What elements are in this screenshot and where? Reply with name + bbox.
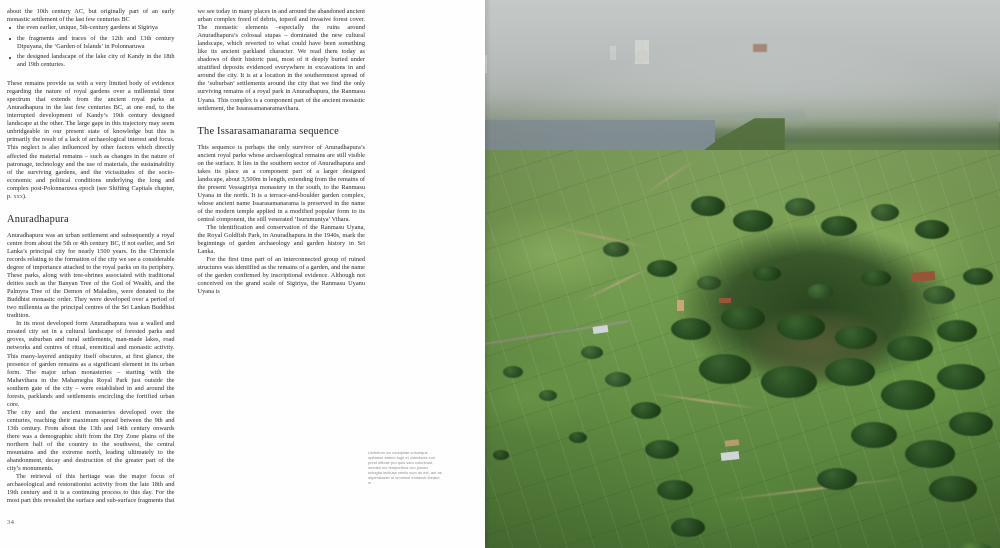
paragraph-royal-gardens <box>7 80 175 201</box>
tree-cluster <box>721 306 765 330</box>
tree-cluster <box>949 412 993 436</box>
tree-cluster <box>539 390 557 401</box>
right-photo-page <box>485 0 1000 548</box>
tree-cluster <box>631 402 661 419</box>
tree-cluster <box>905 440 955 468</box>
stupa-dome <box>635 49 649 64</box>
list-item: the designed landscape of the lake city of Kandy in the 18th and 19th centuries. <box>17 53 175 69</box>
tree-cluster <box>817 468 857 490</box>
tree-cluster <box>581 346 603 359</box>
paragraph-walled-city: In its most developed form Anuradhapura was a walled and moated city set in a cultural landscape of forested parks and groves, suburban and rural settlements, man-made lakes, road networks and centres of ritual, eremitical and monastic activity. This many-layered antiquity itself obscures, at first glance, the presence of garden remains as a significant element in its urban form. The major urban monasteries – starting with the Mahavihara in the Mahamegha Royal Park just outside the southern gate of the city – were established in and around the forests, parklands and settlements encircling the fortified urban core. <box>7 320 175 408</box>
text-columns <box>7 8 365 508</box>
tree-cluster <box>821 216 857 236</box>
stupa-ruwanwelisaya <box>635 40 649 64</box>
tree-cluster <box>881 380 935 410</box>
tree-cluster <box>915 220 949 239</box>
tree-cluster <box>697 276 721 290</box>
tree-cluster <box>761 366 817 398</box>
tree-cluster <box>937 320 977 342</box>
tree-cluster <box>963 268 993 285</box>
tree-cluster <box>929 476 977 502</box>
tree-cluster <box>871 204 899 221</box>
stupa-thuparama <box>485 55 487 73</box>
tree-cluster <box>851 422 897 448</box>
page-cross-reference: xxx <box>13 192 23 200</box>
stupa-secondary <box>610 46 616 60</box>
tree-cluster <box>753 266 781 281</box>
aerial-photograph-anuradhapura-landscape <box>485 0 1000 548</box>
stupa-dome <box>485 62 487 73</box>
tree-cluster <box>645 440 679 459</box>
paragraph-sequence-description: This sequence is perhaps the only survivor of Anuradhapura’s ancient royal parks whose archaeological remains are still visible on the surface. It lies in the southern sector of Anuradhapura and takes its place as a component part of a larger designed landscape, about 3,500m in length, extending from the remains of the present Vessagiriya monastery in the south, to the Ranmasu Uyana in the north. It is a terrace-and-boulder garden complex, whose ancient name Issarasamanarama is preserved in the name of the modern temple applied in a modified popular form to its central component, the still venerated ‘Isurumuniya’ Vihara. <box>197 143 365 224</box>
list-item: the fragments and traces of the 12th and 13th century Dipuyana, the ‘Garden of Islands’ in Polonnaruwa <box>17 34 175 50</box>
paragraph-ranmasu-identification: The identification and conservation of the Ranmasu Uyana, the Royal Goldfish Park, in Anuradhapura in the 1940s, mark the beginnings of garden archaeology and garden history in Sri Lanka. <box>197 224 365 256</box>
tree-cluster <box>493 450 509 460</box>
tree-cluster <box>671 318 711 340</box>
tree-cluster <box>699 354 751 384</box>
paragraph-text-pre: These remains provide us with a very limited body of evidence regarding the nature of royal gardens over a millennial time spectrum that extends from the ancient royal parks at Anuradhapura in the last few centuries BC, at one end, to the interrupted development of Kandy’s 19th century designed landscape at the other. The large gaps in this trajectory may seem unbridgeable in our present state of knowledge but this is primarily the result of a lack of archaeological interest and focus. This neglect is also influenced by other factors which directly affected the material remains – such as changes in the nature of patronage, technology and the use of materials, the sustainability of the surviving gardens, and the vicissitudes of the socio-economic and political conditions underlying the long and complex post-Polonnaruwa epoch (see Shifting Capitals chapter, p. <box>7 80 175 200</box>
tree-cluster <box>691 196 725 216</box>
tree-cluster <box>657 480 693 500</box>
paragraph-spacer <box>7 72 175 80</box>
tree-cluster <box>887 336 933 361</box>
page-number: 34 <box>7 519 15 526</box>
tree-cluster <box>861 270 891 286</box>
figure-caption: Uniistrum ius molupliae volumque opitatem eatem fugit et videniscia con prest officae pro quis sam voloribust, omnisti mo temporibus con jossex uctugita lectiusa veniis sum as est, aut as asperatassit ut omnimol endaecti ibeatur m <box>368 450 442 486</box>
tree-cluster <box>807 284 833 299</box>
distant-red-building <box>753 44 767 52</box>
bullet-list <box>7 24 175 69</box>
lead-paragraph: about the 10th century AC, but originally part of an early monastic settlement of the last few centuries BC <box>7 8 175 24</box>
tree-cluster <box>777 314 825 340</box>
tree-canopy-layer <box>485 150 1000 548</box>
left-text-page <box>0 0 485 548</box>
tree-cluster <box>671 518 705 537</box>
tree-cluster <box>503 366 523 378</box>
tree-cluster <box>647 260 677 277</box>
tree-cluster <box>825 358 875 386</box>
tree-cluster <box>605 372 631 387</box>
list-item: the even earlier, unique, 5th-century gardens at Sigiriya <box>17 24 175 32</box>
paragraph-city-development: The city and the ancient monasteries developed over the centuries, reaching their maximum spread between the 9th and 13th century. From about the 13th and 14th century onwards there was a demographic shift from the Dry Zone plains of the northern half of the country to the southwest, the central mountains and the extreme north, leading ultimately to the abandonment, decay and destruction of the greater part of the city’s monuments. <box>7 408 175 473</box>
section-heading-anuradhapura: Anuradhapura <box>7 213 69 225</box>
palm-grove-east <box>953 542 995 548</box>
tree-cluster <box>733 210 773 232</box>
paragraph-anuradhapura-intro: Anuradhapura was an urban settlement and subsequently a royal centre from about the 5th or 4th century BC, if not earlier, and Sri Lanka’s principal city for nearly 1500 years. In the Chronicle records relating to the formation of the city we see a considerable degree of importance attached to the royal parks on its periphery. These parks, along with tree-shrines associated with traditional deities such as the Banyan Tree of the God of Wealth, and the Palmyra Tree of the Demon of Maladies, were donated to the Buddhist monastic order. They were developed over a period of two millennia as the principal centres of the Sri Lankan Buddhist tradition. <box>7 231 175 320</box>
tree-cluster <box>569 432 587 443</box>
tree-cluster <box>835 326 877 349</box>
tree-cluster <box>923 286 955 304</box>
tree-cluster <box>785 198 815 216</box>
section-heading-issarasamanarama: The Issarasamanarama sequence <box>197 125 339 137</box>
paragraph-text-post: ). <box>22 192 27 200</box>
tree-cluster <box>937 364 985 390</box>
paragraph-first-time-garden: For the first time part of an interconnected group of ruined structures was identified as the remains of a garden, and the name of the garden confirmed by inscriptional evidence. Although not conceived on the grand scale of Sigiriya, the Ranmasu Uyanu Uyana is <box>197 256 365 296</box>
stupa-dome <box>610 51 616 60</box>
tree-cluster <box>603 242 629 257</box>
paragraph-heritage-retrieval: The retrieval of this heritage was the major focus of archaeological and restorationist activity from the late 18th and 19th century and it is a continuing process to this day. For the most part this revealed the surface and sub-surface fragments that we see today in many places in and around the abandoned ancient urban complex freed of debris, topsoil and invasive forest cover. The monastic elements –especially the ruins around Anuradhapura’s colossal stupas – dominated the new cultural landscape, which reverted to what could have been something like its ancient parkland character. We read them today as shadows of their historic past, most of it deeply buried under stratified deposits evidenced everywhere in excavations in and around the city. It is at a location in the southernmost spread of the ‘suburban’ settlements around the city that we find the only surviving remains of a royal park in Anuradhapura, the Ranmasu Uyana. This complex is a component part of the ancient monastic settlement, the Issarasamanaramavihara. <box>7 8 365 505</box>
